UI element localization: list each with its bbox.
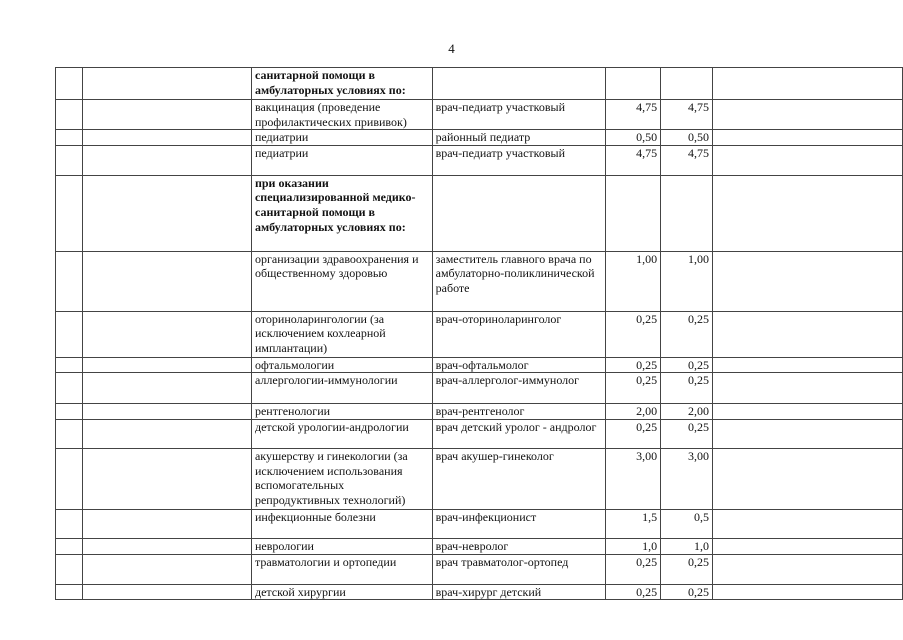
staffing-table-body — [56, 68, 903, 600]
cell-rate-planned: 0,25 — [606, 373, 661, 404]
table-row — [56, 68, 903, 100]
cell-activity: аллергологии-иммунологии — [251, 373, 432, 404]
cell-index — [56, 538, 83, 554]
cell-activity: организации здравоохранения и общественному здоровью — [251, 251, 432, 311]
table-row — [56, 509, 903, 538]
cell-index — [56, 145, 83, 175]
cell-index — [56, 311, 83, 357]
cell-rate-planned: 0,50 — [606, 130, 661, 146]
cell-index — [56, 404, 83, 420]
table-row — [56, 357, 903, 373]
table-row — [56, 175, 903, 251]
cell-activity: оториноларингологии (за исключением кохлеарной имплантации) — [251, 311, 432, 357]
cell-rate-actual: 4,75 — [661, 100, 713, 130]
cell-rate-planned: 4,75 — [606, 145, 661, 175]
cell-note — [712, 311, 902, 357]
cell-activity: детской урологии-андрологии — [251, 419, 432, 448]
cell-blank — [82, 373, 251, 404]
cell-blank — [82, 251, 251, 311]
cell-activity: педиатрии — [251, 145, 432, 175]
cell-activity: при оказании специализированной медико-санитарной помощи в амбулаторных условиях по: — [251, 175, 432, 251]
cell-note — [712, 509, 902, 538]
cell-position: врач-инфекционист — [432, 509, 606, 538]
cell-index — [56, 100, 83, 130]
cell-index — [56, 68, 83, 100]
cell-activity: педиатрии — [251, 130, 432, 146]
cell-index — [56, 419, 83, 448]
cell-index — [56, 373, 83, 404]
cell-rate-actual — [661, 175, 713, 251]
cell-note — [712, 175, 902, 251]
cell-blank — [82, 68, 251, 100]
cell-note — [712, 538, 902, 554]
cell-activity: детской хирургии — [251, 584, 432, 600]
cell-rate-actual: 0,25 — [661, 419, 713, 448]
cell-blank — [82, 419, 251, 448]
cell-rate-actual: 0,25 — [661, 311, 713, 357]
cell-rate-planned: 1,0 — [606, 538, 661, 554]
cell-note — [712, 251, 902, 311]
cell-note — [712, 448, 902, 509]
cell-position: врач-невролог — [432, 538, 606, 554]
cell-index — [56, 554, 83, 584]
table-row — [56, 251, 903, 311]
cell-blank — [82, 130, 251, 146]
cell-rate-actual: 1,0 — [661, 538, 713, 554]
cell-rate-planned: 3,00 — [606, 448, 661, 509]
cell-note — [712, 373, 902, 404]
cell-rate-actual: 0,50 — [661, 130, 713, 146]
table-row — [56, 130, 903, 146]
cell-blank — [82, 448, 251, 509]
cell-index — [56, 251, 83, 311]
cell-activity: рентгенологии — [251, 404, 432, 420]
cell-position: врач-педиатр участковый — [432, 145, 606, 175]
cell-position: районный педиатр — [432, 130, 606, 146]
cell-activity: травматологии и ортопедии — [251, 554, 432, 584]
cell-rate-actual: 0,25 — [661, 357, 713, 373]
cell-rate-actual — [661, 68, 713, 100]
table-row — [56, 448, 903, 509]
cell-rate-actual: 0,5 — [661, 509, 713, 538]
cell-rate-actual: 0,25 — [661, 373, 713, 404]
cell-position: врач акушер-гинеколог — [432, 448, 606, 509]
cell-rate-planned: 0,25 — [606, 357, 661, 373]
cell-rate-actual: 2,00 — [661, 404, 713, 420]
cell-activity: офтальмологии — [251, 357, 432, 373]
cell-blank — [82, 175, 251, 251]
cell-blank — [82, 145, 251, 175]
cell-rate-planned: 1,00 — [606, 251, 661, 311]
cell-position: врач-офтальмолог — [432, 357, 606, 373]
cell-index — [56, 357, 83, 373]
cell-rate-actual: 0,25 — [661, 554, 713, 584]
cell-blank — [82, 554, 251, 584]
cell-rate-planned: 4,75 — [606, 100, 661, 130]
cell-position: врач-рентгенолог — [432, 404, 606, 420]
cell-rate-planned — [606, 68, 661, 100]
table-row — [56, 311, 903, 357]
cell-index — [56, 448, 83, 509]
cell-rate-actual: 4,75 — [661, 145, 713, 175]
cell-rate-planned: 0,25 — [606, 554, 661, 584]
cell-position: заместитель главного врача по амбулаторно-поликлинической работе — [432, 251, 606, 311]
cell-position — [432, 175, 606, 251]
staffing-table — [55, 67, 903, 600]
cell-position: врач детский уролог - андролог — [432, 419, 606, 448]
cell-note — [712, 145, 902, 175]
cell-blank — [82, 538, 251, 554]
table-row — [56, 419, 903, 448]
cell-index — [56, 509, 83, 538]
cell-activity: санитарной помощи в амбулаторных условиях по: — [251, 68, 432, 100]
cell-activity: вакцинация (проведение профилактических прививок) — [251, 100, 432, 130]
cell-rate-planned — [606, 175, 661, 251]
cell-rate-actual: 0,25 — [661, 584, 713, 600]
table-row — [56, 538, 903, 554]
cell-rate-planned: 0,25 — [606, 584, 661, 600]
table-row — [56, 404, 903, 420]
cell-note — [712, 68, 902, 100]
cell-activity: инфекционные болезни — [251, 509, 432, 538]
cell-position: врач-оториноларинголог — [432, 311, 606, 357]
cell-note — [712, 554, 902, 584]
cell-activity: акушерству и гинекологии (за исключением использования вспомогательных репродуктивных технологий) — [251, 448, 432, 509]
cell-rate-actual: 1,00 — [661, 251, 713, 311]
cell-rate-planned: 0,25 — [606, 419, 661, 448]
cell-blank — [82, 357, 251, 373]
table-row — [56, 554, 903, 584]
cell-note — [712, 100, 902, 130]
table-row — [56, 373, 903, 404]
cell-index — [56, 130, 83, 146]
cell-blank — [82, 509, 251, 538]
cell-position: врач-хирург детский — [432, 584, 606, 600]
cell-blank — [82, 100, 251, 130]
cell-note — [712, 404, 902, 420]
table-row — [56, 100, 903, 130]
cell-blank — [82, 311, 251, 357]
cell-position: врач-аллерголог-иммунолог — [432, 373, 606, 404]
cell-rate-planned: 0,25 — [606, 311, 661, 357]
cell-blank — [82, 584, 251, 600]
cell-activity: неврологии — [251, 538, 432, 554]
table-row — [56, 145, 903, 175]
page-number: 4 — [448, 41, 455, 56]
cell-note — [712, 584, 902, 600]
cell-note — [712, 419, 902, 448]
cell-position: врач-педиатр участковый — [432, 100, 606, 130]
cell-rate-planned: 1,5 — [606, 509, 661, 538]
cell-position — [432, 68, 606, 100]
cell-rate-planned: 2,00 — [606, 404, 661, 420]
cell-blank — [82, 404, 251, 420]
table-row — [56, 584, 903, 600]
cell-rate-actual: 3,00 — [661, 448, 713, 509]
cell-note — [712, 357, 902, 373]
cell-note — [712, 130, 902, 146]
cell-index — [56, 175, 83, 251]
cell-position: врач травматолог-ортопед — [432, 554, 606, 584]
cell-index — [56, 584, 83, 600]
